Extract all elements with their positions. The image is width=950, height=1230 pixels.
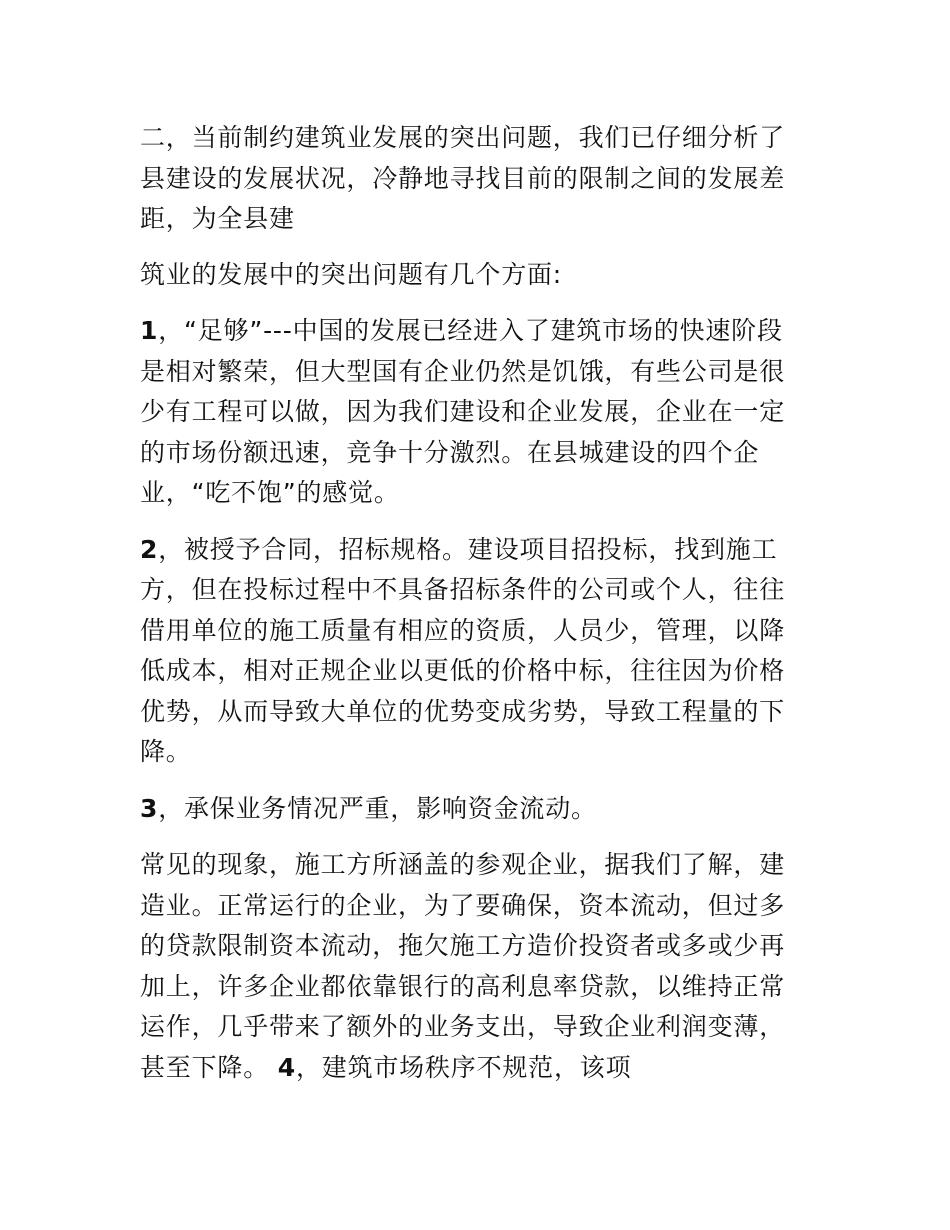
paragraph-item-2	[140, 530, 808, 773]
paragraph-common-phenomenon	[140, 845, 808, 1088]
item-number: 2	[140, 534, 159, 564]
paragraph-text: ，被授予合同，招标规格。建设项目招投标，找到施工方，但在投标过程中不具备招标条件的公司或个人，往往借用单位的施工质量有相应的资质，人员少，管理，以降低成本，相对正规企业以更低的价格中标，往往因为价格优势，从而导致大单位的优势变成劣势，导致工程量的下降。	[140, 534, 786, 766]
paragraph-item-3	[140, 789, 808, 830]
paragraph-text: ，承保业务情况严重，影响资金流动。	[158, 793, 597, 823]
paragraph-text: 筑业的发展中的突出问题有几个方面:	[140, 259, 563, 289]
paragraph-problems-lead	[140, 255, 808, 296]
paragraph-item-1	[140, 311, 808, 514]
paragraph-text: ，“足够”---中国的发展已经进入了建筑市场的快速阶段是相对繁荣，但大型国有企业仍然是饥饿，有些公司是很少有工程可以做，因为我们建设和企业发展，企业在一定的市场份额迅速，竞争十分激烈。在县城建设的四个企业，“吃不饱”的感觉。	[140, 316, 786, 507]
paragraph-intro	[140, 118, 808, 240]
item-number: 4	[277, 1052, 296, 1082]
item-number: 1	[140, 316, 159, 345]
paragraph-text: ，建筑市场秩序不规范，该项	[295, 1052, 632, 1082]
document-body	[140, 118, 808, 1088]
paragraph-text: 常见的现象，施工方所涵盖的参观企业，据我们了解，建造业。正常运行的企业，为了要确保，资本流动，但过多的贷款限制资本流动，拖欠施工方造价投资者或多或少再加上，许多企业都依靠银行的高利息率贷款，以维持正常运作，几乎带来了额外的业务支出，导致企业利润变薄，甚至下降。	[140, 850, 786, 1082]
paragraph-text: 二，当前制约建筑业发展的突出问题，我们已仔细分析了县建设的发展状况，冷静地寻找目前的限制之间的发展差距，为全县建	[140, 123, 786, 233]
item-number: 3	[140, 793, 159, 823]
